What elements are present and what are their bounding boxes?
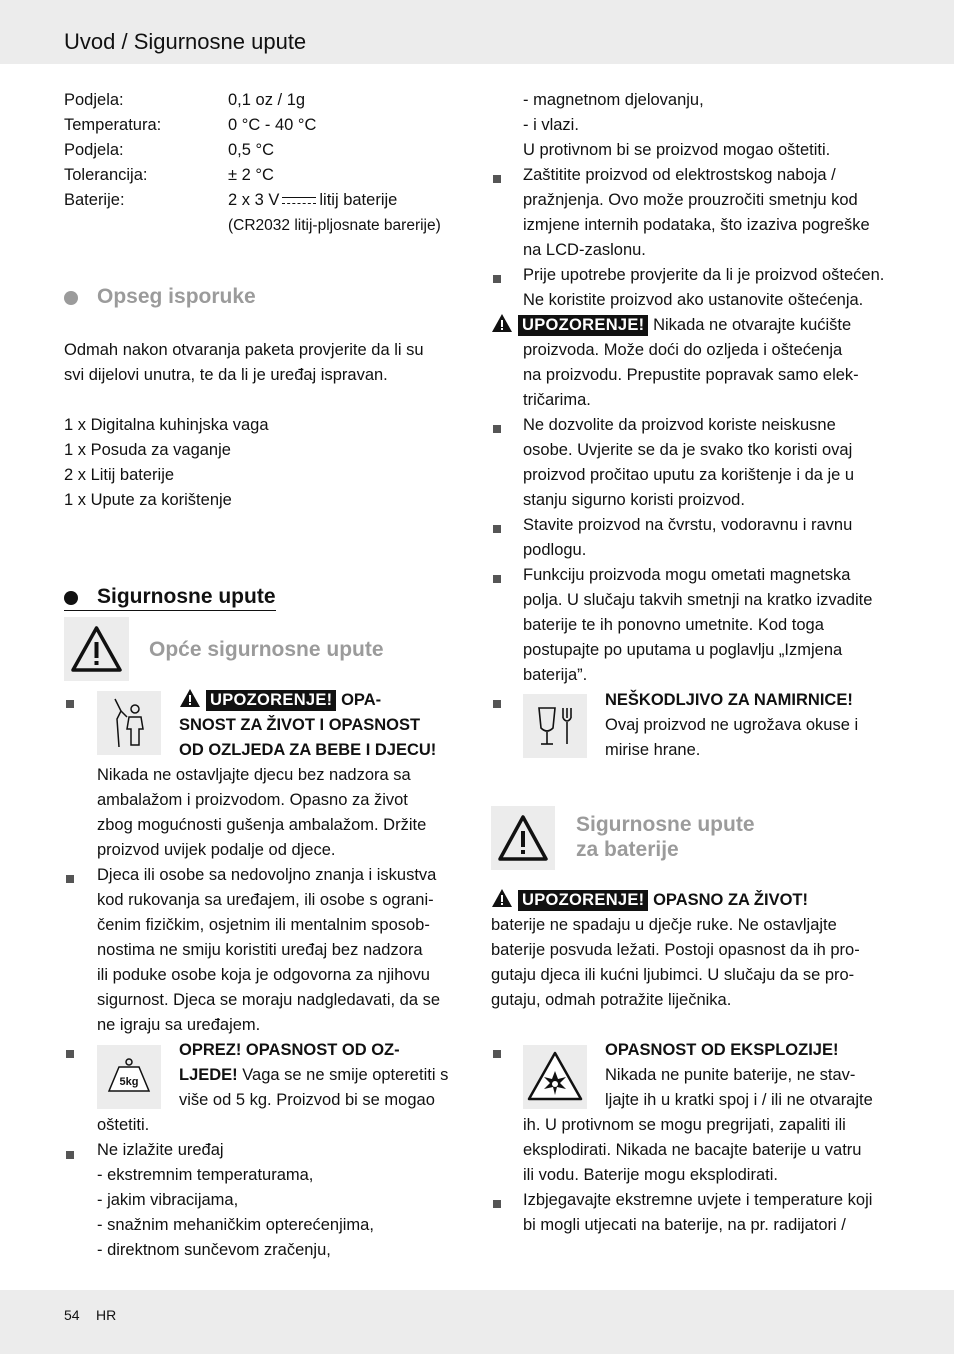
spec-row xyxy=(64,163,464,188)
bullet xyxy=(493,425,501,433)
spec-value: 0 °C - 40 °C xyxy=(228,116,317,134)
text-line: Ne koristite proizvod ako ustanovite oštećenja. xyxy=(523,291,864,309)
text-line: Odmah nakon otvaranja paketa provjerite da li su xyxy=(64,341,424,359)
text-line: gutaju, odmah potražite liječnika. xyxy=(491,991,732,1009)
text-line: Ne dozvolite da proizvod koriste neiskusne xyxy=(523,416,836,434)
text-line: baterije te ih ponovno umetnite. Kod toga xyxy=(523,616,824,634)
section-heading-scope: Opseg isporuke xyxy=(64,285,954,309)
spec-value: 0,5 °C xyxy=(228,141,275,159)
explosion-icon-box xyxy=(523,1045,587,1109)
bullet xyxy=(493,175,501,183)
child-icon xyxy=(97,691,161,755)
list-item: 2 x Litij baterije xyxy=(64,466,175,484)
bullet xyxy=(66,1050,74,1058)
warning-triangle-icon xyxy=(179,688,201,708)
language-code: HR xyxy=(96,1307,117,1323)
spec-row xyxy=(64,188,464,213)
bullet xyxy=(493,525,501,533)
page-number: 54 xyxy=(64,1307,80,1323)
spec-key: Podjela: xyxy=(64,141,124,159)
text-line: - magnetnom djelovanju, xyxy=(523,91,704,109)
text-line: baterija”. xyxy=(523,666,588,684)
text-line: OPA- xyxy=(341,691,382,709)
text-line: kod rukovanja sa uređajem, ili osobe s ograni- xyxy=(97,891,434,909)
warning-triangle-box xyxy=(491,806,555,870)
page-title: Uvod / Sigurnosne upute xyxy=(64,29,307,54)
food-safe-icon-box xyxy=(523,694,587,758)
text-line: tričarima. xyxy=(523,391,591,409)
text-line: oštetiti. xyxy=(97,1116,150,1134)
text-line: - ekstremnim temperaturama, xyxy=(97,1166,314,1184)
spec-row xyxy=(64,213,464,238)
text-line: - i vlazi. xyxy=(523,116,579,134)
text-line: bi mogli utjecati na baterije, na pr. radijatori / xyxy=(523,1216,846,1234)
text-line: NEŠKODLJIVO ZA NAMIRNICE! xyxy=(605,691,853,709)
text-line: Vaga se ne smije opteretiti s xyxy=(237,1066,449,1084)
text-line: Zaštitite proizvod od elektrostskog naboja / xyxy=(523,166,836,184)
list-item: 1 x Upute za korištenje xyxy=(64,491,232,509)
text-line: Stavite proizvod na čvrstu, vodoravnu i ravnu xyxy=(523,516,853,534)
bullet xyxy=(493,1050,501,1058)
text-line: LJEDE! xyxy=(179,1066,238,1084)
food-safe-text xyxy=(605,688,858,763)
text-line: ljajte ih u kratki spoj i / ili ne otvarajte xyxy=(605,1091,873,1109)
surface-text xyxy=(523,513,852,563)
bullet xyxy=(66,700,74,708)
text-line: zbog mogućnosti gušenja ambalažom. Držite xyxy=(97,816,427,834)
child-icon-box xyxy=(97,691,161,755)
text-line: stanju sigurno koristi proizvod. xyxy=(523,491,745,509)
persons-text xyxy=(97,863,440,1038)
text-line: - direktnom sunčevom zračenju, xyxy=(97,1241,331,1259)
text-line: baterije posvuda ležati. Postoji opasnost da ih pro- xyxy=(491,941,860,959)
text-line: proizvod pročitao uputu za korištenje i da je u xyxy=(523,466,855,484)
text-line: baterije ne spadaju u dječje ruke. Ne ostavljajte xyxy=(491,916,837,934)
spec-value: 0,1 oz / 1g xyxy=(228,91,306,109)
no-expose-list xyxy=(97,1138,374,1263)
text-line: eksplodirati. Nikada ne bacajte baterije u vatru xyxy=(523,1141,862,1159)
page-header xyxy=(0,0,954,64)
spec-row xyxy=(64,88,464,113)
warning-triangle-icon xyxy=(491,888,513,908)
text-line: Funkciju proizvoda mogu ometati magnetska xyxy=(523,566,851,584)
continued-list xyxy=(523,88,830,163)
warning-triangle-box xyxy=(64,617,129,681)
housing-warning-text xyxy=(523,338,859,413)
text-line: ne igraju sa uređajem. xyxy=(97,1016,261,1034)
magnetic-text xyxy=(523,563,872,688)
left-column xyxy=(64,88,464,238)
caution-text xyxy=(179,1038,448,1113)
text-line: mirise hrane. xyxy=(605,741,701,759)
text-line: postupajte po uputama u poglavlju „Izmjena xyxy=(523,641,843,659)
text-line: za baterije xyxy=(576,838,679,861)
battery-type: litij baterije xyxy=(319,191,398,209)
damage-check-text xyxy=(523,263,884,313)
text-line: OD OZLJEDA ZA BEBE I DJECU! xyxy=(179,741,437,759)
text-line: proizvoda. Može doći do ozljeda i oštećenja xyxy=(523,341,843,359)
text-line: sigurnost. Djeca se moraju nadgledavati, da se xyxy=(97,991,441,1009)
warning-triangle-icon xyxy=(491,313,513,333)
list-item: 1 x Digitalna kuhinjska vaga xyxy=(64,416,269,434)
explosion-icon xyxy=(523,1045,587,1109)
text-line: Ne izlažite uređaj xyxy=(97,1141,224,1159)
spec-key: Podjela: xyxy=(64,91,124,109)
bullet xyxy=(493,275,501,283)
text-line: OPASNO ZA ŽIVOT! xyxy=(653,891,808,909)
text-line: svi dijelovi unutra, te da li je uređaj ispravan. xyxy=(64,366,388,384)
glass-fork-icon xyxy=(523,694,587,758)
text-line: Prije upotrebe provjerite da li je proizvod oštećen. xyxy=(523,266,885,284)
text-line: nostima ne smiju koristiti uređaj bez nadzora xyxy=(97,941,423,959)
text-line: Djeca ili osobe sa nedovoljno znanja i iskustva xyxy=(97,866,437,884)
text-line: OPREZ! OPASNOST OD OZ- xyxy=(179,1041,400,1059)
text-line: pražnjenja. Ovo može prouzročiti smetnju kod xyxy=(523,191,858,209)
text-line: ili poduke osobe koja je odgovorna za njihovu xyxy=(97,966,430,984)
subheading-battery-safety xyxy=(576,812,755,862)
text-line: Ovaj proizvod ne ugrožava okuse i xyxy=(605,716,859,734)
text-line: gutaju djeca ili kućni ljubimci. U slučaju da se pro- xyxy=(491,966,855,984)
text-line: izmjene internih podataka, što izaziva pogreške xyxy=(523,216,870,234)
text-line: U protivnom bi se proizvod mogao oštetiti. xyxy=(523,141,831,159)
spec-value xyxy=(228,188,397,213)
bullet xyxy=(493,1200,501,1208)
dc-symbol-icon xyxy=(282,195,316,207)
spec-key: Baterije: xyxy=(64,191,125,209)
text-line: OPASNOST OD EKSPLOZIJE! xyxy=(605,1041,839,1059)
explosion-heading xyxy=(605,1038,873,1113)
spec-row xyxy=(64,138,464,163)
battery-voltage: 2 x 3 V xyxy=(228,191,280,209)
list-item: 1 x Posuda za vaganje xyxy=(64,441,231,459)
warning-triangle-icon xyxy=(64,617,129,681)
text-line: SNOST ZA ŽIVOT I OPASNOST xyxy=(179,716,421,734)
subheading-general-safety: Opće sigurnosne upute xyxy=(149,638,384,661)
text-line: čenim fizičkim, osjetnim ili mentalnim sposob- xyxy=(97,916,430,934)
text-line: podlogu. xyxy=(523,541,587,559)
battery-model: (CR2032 litij-pljosnate barerije) xyxy=(228,217,441,234)
children-warning-text xyxy=(97,763,426,863)
text-line: Nikada ne punite baterije, ne stav- xyxy=(605,1066,856,1084)
text-line: - jakim vibracijama, xyxy=(97,1191,239,1209)
text-line: Izbjegavajte ekstremne uvjete i temperature koji xyxy=(523,1191,873,1209)
section-heading-safety: Sigurnosne upute xyxy=(64,585,276,611)
bullet xyxy=(493,700,501,708)
warning-triangle-icon xyxy=(491,806,555,870)
spec-value: ± 2 °C xyxy=(228,166,274,184)
weight-icon-label: 5kg xyxy=(119,1076,139,1088)
spec-row xyxy=(64,113,464,138)
spec-key: Temperatura: xyxy=(64,116,162,134)
scope-list xyxy=(64,413,269,513)
inexperienced-text xyxy=(523,413,854,513)
text-line: polja. U slučaju takvih smetnji na kratko izvadite xyxy=(523,591,873,609)
bullet xyxy=(66,875,74,883)
specs-table xyxy=(64,88,464,238)
bullet xyxy=(66,1151,74,1159)
weight-icon xyxy=(97,1045,161,1109)
weight-icon-box xyxy=(97,1045,161,1109)
warning-label: UPOZORENJE! xyxy=(206,690,336,711)
text-line: proizvod uvijek podalje od djece. xyxy=(97,841,336,859)
text-line: Nikada ne otvarajte kućište xyxy=(648,316,852,334)
text-line: Sigurnosne upute xyxy=(576,813,755,836)
warning-label: UPOZORENJE! xyxy=(518,315,648,336)
text-line: više od 5 kg. Proizvod bi se mogao xyxy=(179,1091,435,1109)
explosion-text xyxy=(523,1113,861,1188)
danger-text xyxy=(491,913,860,1013)
text-line: Nikada ne ostavljajte djecu bez nadzora sa xyxy=(97,766,411,784)
text-line: na proizvodu. Prepustite popravak samo elek- xyxy=(523,366,859,384)
bullet xyxy=(493,575,501,583)
spec-key: Tolerancija: xyxy=(64,166,148,184)
page-footer xyxy=(0,1290,954,1354)
scope-intro xyxy=(64,338,424,388)
children-warning-heading xyxy=(179,688,436,763)
text-line: - snažnim mehaničkim opterećenjima, xyxy=(97,1216,374,1234)
electrostatic-text xyxy=(523,163,870,263)
extreme-conditions-text xyxy=(523,1188,872,1238)
text-line: osobe. Uvjerite se da je svako tko koristi ovaj xyxy=(523,441,853,459)
housing-warning-heading xyxy=(491,313,851,338)
text-line: ambalažom i proizvodom. Opasno za život xyxy=(97,791,408,809)
warning-label: UPOZORENJE! xyxy=(518,890,648,911)
danger-heading xyxy=(491,888,808,913)
text-line: ili vodu. Baterije mogu eksplodirati. xyxy=(523,1166,778,1184)
text-line: na LCD-zaslonu. xyxy=(523,241,646,259)
text-line: ih. U protivnom se mogu pregrijati, zapaliti ili xyxy=(523,1116,846,1134)
